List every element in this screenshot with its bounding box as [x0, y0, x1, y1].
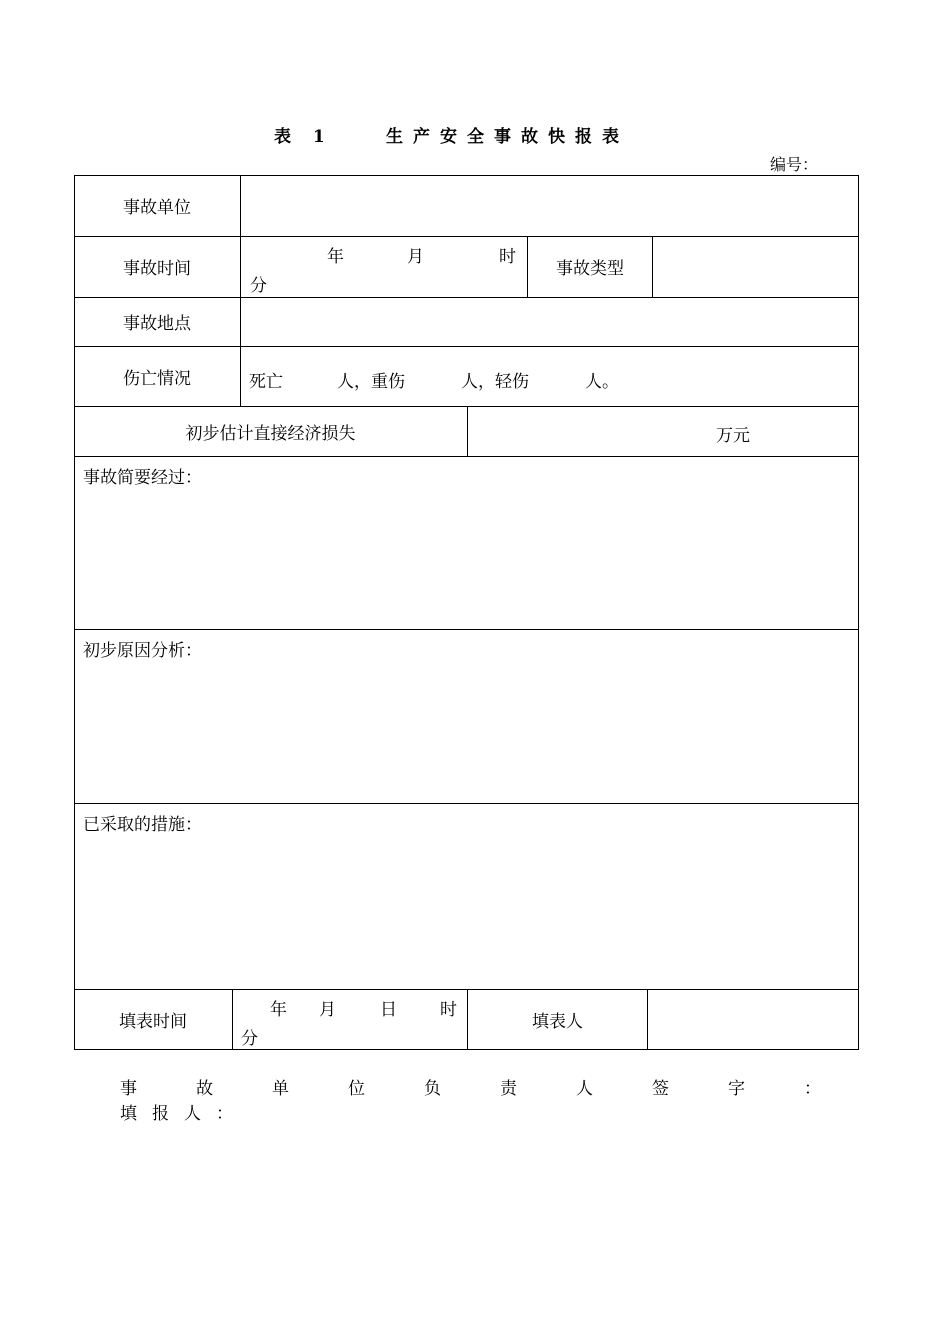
loss-unit-text: 万元	[716, 426, 750, 446]
signature-line	[0, 1074, 950, 1098]
signature-char: 位	[348, 1079, 365, 1099]
month-text: 月	[407, 247, 424, 267]
filler-label: 填表人	[532, 1011, 583, 1032]
serious-injury-text: 人，重伤	[337, 372, 405, 392]
accident-time-label: 事故时间	[123, 259, 191, 279]
signature-char: 责	[500, 1079, 517, 1099]
signature-char: 人	[576, 1079, 593, 1099]
accident-summary-field[interactable]	[75, 457, 858, 629]
fill-hour-text: 时	[440, 1000, 457, 1020]
measures-taken-field[interactable]	[75, 804, 858, 989]
economic-loss-label: 初步估计直接经济损失	[185, 423, 356, 444]
reporter-char: ：	[216, 1104, 233, 1124]
accident-summary-label: 事故简要经过：	[83, 468, 202, 488]
fill-year-text: 年	[270, 1000, 287, 1020]
reporter-char: 报	[152, 1104, 169, 1124]
signature-char: ：	[804, 1079, 821, 1099]
person-end-text: 人。	[585, 372, 619, 392]
accident-time-field[interactable]	[241, 237, 527, 297]
minor-injury-text: 人，轻伤	[461, 372, 529, 392]
cause-analysis-label: 初步原因分析：	[83, 641, 202, 661]
accident-unit-field[interactable]	[241, 176, 858, 236]
filler-field[interactable]	[648, 990, 858, 1049]
table-border-right	[858, 175, 859, 1050]
report-title	[0, 122, 950, 148]
dead-text: 死亡	[249, 372, 283, 392]
form-title: 生产安全事故快报表	[386, 127, 629, 147]
fill-month-text: 月	[319, 1000, 336, 1020]
economic-loss-field[interactable]	[468, 407, 858, 456]
signature-char: 负	[424, 1079, 441, 1099]
casualty-label: 伤亡情况	[123, 368, 191, 389]
signature-char: 单	[272, 1079, 289, 1099]
accident-location-field[interactable]	[241, 298, 858, 346]
table-number: 表 1	[274, 127, 333, 147]
signature-char: 事	[120, 1079, 137, 1099]
minute-text: 分	[250, 276, 267, 296]
accident-unit-label: 事故单位	[123, 198, 191, 218]
accident-type-field[interactable]	[653, 237, 858, 297]
serial-number-label: 编号：	[770, 155, 819, 174]
year-text: 年	[327, 247, 344, 267]
signature-char: 字	[728, 1079, 745, 1099]
fill-day-text: 日	[380, 1000, 397, 1020]
reporter-char: 人	[184, 1104, 201, 1124]
signature-char: 签	[652, 1079, 669, 1099]
measures-taken-label: 已采取的措施：	[83, 815, 202, 835]
accident-type-label: 事故类型	[556, 259, 624, 279]
fill-time-label: 填表时间	[119, 1011, 187, 1032]
reporter-char: 填	[120, 1104, 137, 1124]
table-border-bottom	[74, 1049, 859, 1050]
accident-location-label: 事故地点	[123, 314, 191, 334]
reporter-line	[0, 1099, 950, 1123]
signature-char: 故	[196, 1079, 213, 1099]
hour-text: 时	[499, 247, 516, 267]
casualty-field[interactable]	[241, 347, 858, 406]
accident-report-table	[74, 175, 859, 1050]
fill-minute-text: 分	[241, 1029, 258, 1049]
cause-analysis-field[interactable]	[75, 630, 858, 803]
fill-time-field[interactable]	[233, 990, 467, 1049]
